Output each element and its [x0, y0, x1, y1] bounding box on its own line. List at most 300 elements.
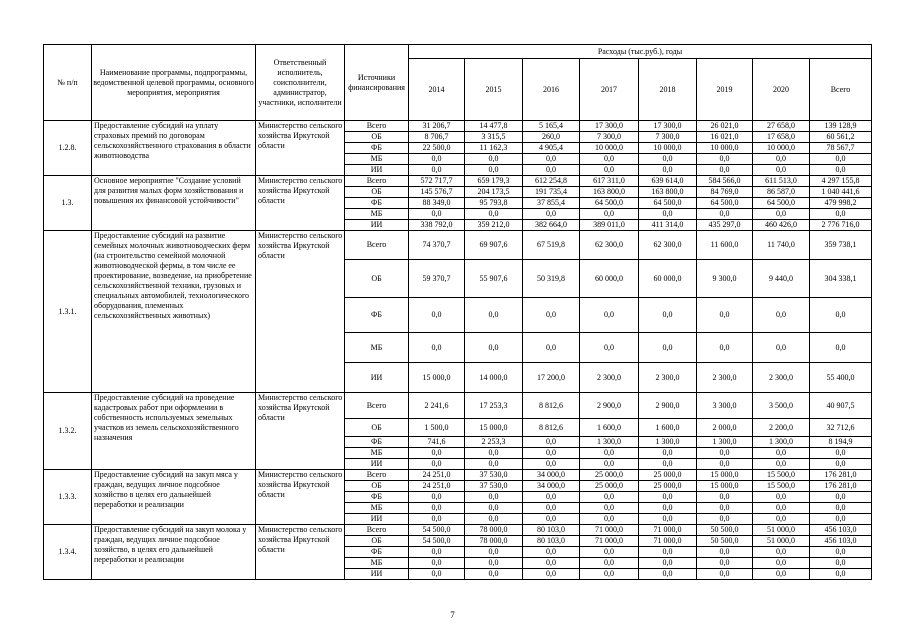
year-value: 4 905,4 [523, 143, 580, 154]
row-number: 1.3. [44, 176, 92, 231]
year-value: 71 000,0 [580, 525, 639, 536]
total-value: 359 738,1 [810, 231, 872, 260]
year-value: 64 500,0 [753, 198, 810, 209]
year-value: 0,0 [580, 298, 639, 333]
year-value: 0,0 [580, 448, 639, 459]
year-value: 2 300,0 [753, 363, 810, 393]
funding-source: ФБ [345, 492, 409, 503]
responsible-executor: Министерство сельского хозяйства Иркутской области [256, 231, 345, 393]
header-year: 2014 [409, 59, 465, 121]
year-value: 54 500,0 [409, 525, 465, 536]
year-value: 741,6 [409, 437, 465, 448]
year-value: 10 000,0 [580, 143, 639, 154]
year-value: 2 000,0 [697, 419, 753, 437]
year-value: 2 253,3 [465, 437, 523, 448]
total-value: 78 567,7 [810, 143, 872, 154]
year-value: 88 349,0 [409, 198, 465, 209]
year-value: 80 103,0 [523, 525, 580, 536]
total-value: 456 103,0 [810, 525, 872, 536]
year-value: 2 900,0 [639, 393, 697, 419]
budget-table-sheet [43, 44, 872, 580]
year-value: 64 500,0 [697, 198, 753, 209]
year-value: 359 212,0 [465, 220, 523, 231]
year-value: 0,0 [465, 165, 523, 176]
year-value: 0,0 [523, 333, 580, 363]
year-value: 572 717,7 [409, 176, 465, 187]
year-value: 2 200,0 [753, 419, 810, 437]
year-value: 0,0 [523, 492, 580, 503]
year-value: 0,0 [697, 503, 753, 514]
total-value: 0,0 [810, 165, 872, 176]
year-value: 0,0 [409, 569, 465, 580]
year-value: 26 021,0 [697, 121, 753, 132]
year-value: 0,0 [580, 558, 639, 569]
year-value: 0,0 [523, 165, 580, 176]
year-value: 2 300,0 [639, 363, 697, 393]
year-value: 2 300,0 [697, 363, 753, 393]
year-value: 0,0 [465, 514, 523, 525]
year-value: 10 000,0 [753, 143, 810, 154]
funding-source: ФБ [345, 298, 409, 333]
year-value: 17 300,0 [580, 121, 639, 132]
year-value: 0,0 [639, 333, 697, 363]
header-source: Источники финансирования [345, 45, 409, 121]
year-value: 1 600,0 [580, 419, 639, 437]
year-value: 0,0 [697, 209, 753, 220]
year-value: 659 179,3 [465, 176, 523, 187]
total-value: 0,0 [810, 448, 872, 459]
year-value: 84 769,0 [697, 187, 753, 198]
total-value: 176 281,0 [810, 481, 872, 492]
year-value: 0,0 [697, 558, 753, 569]
year-value: 2 241,6 [409, 393, 465, 419]
year-value: 0,0 [753, 514, 810, 525]
year-value: 50 500,0 [697, 536, 753, 547]
year-value: 0,0 [523, 459, 580, 470]
year-value: 0,0 [465, 209, 523, 220]
year-value: 34 000,0 [523, 470, 580, 481]
year-value: 1 500,0 [409, 419, 465, 437]
funding-source: ФБ [345, 437, 409, 448]
year-value: 0,0 [639, 492, 697, 503]
year-value: 0,0 [523, 569, 580, 580]
year-value: 14 477,8 [465, 121, 523, 132]
total-value: 0,0 [810, 514, 872, 525]
funding-source: МБ [345, 333, 409, 363]
year-value: 0,0 [580, 209, 639, 220]
year-value: 0,0 [639, 448, 697, 459]
total-value: 40 907,5 [810, 393, 872, 419]
total-value: 456 103,0 [810, 536, 872, 547]
year-value: 59 370,7 [409, 260, 465, 298]
year-value: 17 300,0 [639, 121, 697, 132]
year-value: 37 855,4 [523, 198, 580, 209]
year-value: 50 319,8 [523, 260, 580, 298]
year-value: 0,0 [409, 459, 465, 470]
year-value: 0,0 [523, 209, 580, 220]
year-value: 0,0 [753, 448, 810, 459]
year-value: 1 300,0 [580, 437, 639, 448]
header-total: Всего [810, 59, 872, 121]
funding-source: Всего [345, 393, 409, 419]
funding-source: ФБ [345, 198, 409, 209]
year-value: 0,0 [465, 569, 523, 580]
year-value: 0,0 [639, 209, 697, 220]
year-value: 411 314,0 [639, 220, 697, 231]
year-value: 1 300,0 [697, 437, 753, 448]
year-value: 0,0 [580, 547, 639, 558]
total-value: 60 561,2 [810, 132, 872, 143]
year-value: 0,0 [409, 298, 465, 333]
year-value: 7 300,0 [580, 132, 639, 143]
row-number: 1.3.1. [44, 231, 92, 393]
year-value: 0,0 [580, 165, 639, 176]
year-value: 0,0 [697, 154, 753, 165]
year-value: 460 426,0 [753, 220, 810, 231]
year-value: 0,0 [580, 154, 639, 165]
year-value: 0,0 [580, 333, 639, 363]
year-value: 584 566,0 [697, 176, 753, 187]
responsible-executor: Министерство сельского хозяйства Иркутской области [256, 176, 345, 231]
year-value: 0,0 [409, 547, 465, 558]
year-value: 0,0 [580, 503, 639, 514]
year-value: 0,0 [465, 448, 523, 459]
funding-source: ИИ [345, 220, 409, 231]
year-value: 0,0 [523, 514, 580, 525]
header-year: 2017 [580, 59, 639, 121]
year-value: 0,0 [639, 459, 697, 470]
table-row [44, 470, 872, 481]
year-value: 0,0 [465, 459, 523, 470]
total-value: 4 297 155,8 [810, 176, 872, 187]
funding-source: МБ [345, 448, 409, 459]
year-value: 74 370,7 [409, 231, 465, 260]
funding-source: ИИ [345, 569, 409, 580]
year-value: 25 000,0 [639, 470, 697, 481]
year-value: 0,0 [753, 154, 810, 165]
total-value: 0,0 [810, 569, 872, 580]
year-value: 0,0 [465, 333, 523, 363]
year-value: 62 300,0 [580, 231, 639, 260]
year-value: 15 500,0 [753, 470, 810, 481]
total-value: 0,0 [810, 547, 872, 558]
year-value: 7 300,0 [639, 132, 697, 143]
year-value: 50 500,0 [697, 525, 753, 536]
header-num: № п/п [44, 45, 92, 121]
total-value: 0,0 [810, 459, 872, 470]
year-value: 0,0 [523, 558, 580, 569]
year-value: 8 706,7 [409, 132, 465, 143]
year-value: 78 000,0 [465, 525, 523, 536]
year-value: 0,0 [639, 154, 697, 165]
year-value: 69 907,6 [465, 231, 523, 260]
year-value: 0,0 [639, 165, 697, 176]
year-value: 34 000,0 [523, 481, 580, 492]
responsible-executor: Министерство сельского хозяйства Иркутской области [256, 393, 345, 470]
row-number: 1.2.8. [44, 121, 92, 176]
year-value: 0,0 [697, 547, 753, 558]
year-value: 0,0 [465, 558, 523, 569]
year-value: 191 735,4 [523, 187, 580, 198]
year-value: 0,0 [409, 514, 465, 525]
header-name: Наименование программы, подпрограммы, ведомственной целевой программы, основного мероприятия, мероприятия [92, 45, 256, 121]
year-value: 0,0 [639, 503, 697, 514]
year-value: 17 200,0 [523, 363, 580, 393]
year-value: 55 907,6 [465, 260, 523, 298]
year-value: 67 519,8 [523, 231, 580, 260]
funding-source: ОБ [345, 419, 409, 437]
row-number: 1.3.2. [44, 393, 92, 470]
year-value: 639 614,0 [639, 176, 697, 187]
header-year: 2018 [639, 59, 697, 121]
year-value: 0,0 [523, 448, 580, 459]
year-value: 0,0 [465, 503, 523, 514]
year-value: 14 000,0 [465, 363, 523, 393]
year-value: 8 812,6 [523, 393, 580, 419]
table-row [44, 121, 872, 132]
year-value: 3 315,5 [465, 132, 523, 143]
year-value: 15 500,0 [753, 481, 810, 492]
year-value: 24 251,0 [409, 470, 465, 481]
year-value: 0,0 [639, 514, 697, 525]
year-value: 1 600,0 [639, 419, 697, 437]
year-value: 25 000,0 [580, 470, 639, 481]
year-value: 3 500,0 [753, 393, 810, 419]
year-value: 163 800,0 [639, 187, 697, 198]
year-value: 64 500,0 [580, 198, 639, 209]
year-value: 15 000,0 [409, 363, 465, 393]
funding-source: МБ [345, 558, 409, 569]
total-value: 0,0 [810, 154, 872, 165]
measure-name: Предоставление субсидий на уплату страховых премий по договорам сельскохозяйственного страхования в области животноводства [92, 121, 256, 176]
funding-source: ОБ [345, 132, 409, 143]
funding-source: Всего [345, 176, 409, 187]
measure-name: Предоставление субсидий на закуп мяса у граждан, ведущих личное подсобное хозяйство в целях его дальнейшей переработки и реализации [92, 470, 256, 525]
funding-source: Всего [345, 525, 409, 536]
header-year: 2015 [465, 59, 523, 121]
budget-table [43, 44, 872, 580]
year-value: 0,0 [639, 558, 697, 569]
year-value: 382 664,0 [523, 220, 580, 231]
year-value: 0,0 [753, 569, 810, 580]
year-value: 0,0 [753, 459, 810, 470]
header-responsible: Ответственный исполнитель, соисполнители, администратор, участники, исполнители [256, 45, 345, 121]
total-value: 55 400,0 [810, 363, 872, 393]
year-value: 17 253,3 [465, 393, 523, 419]
year-value: 86 587,0 [753, 187, 810, 198]
year-value: 0,0 [753, 298, 810, 333]
funding-source: ФБ [345, 143, 409, 154]
year-value: 25 000,0 [639, 481, 697, 492]
year-value: 80 103,0 [523, 536, 580, 547]
year-value: 0,0 [523, 437, 580, 448]
row-number: 1.3.3. [44, 470, 92, 525]
year-value: 60 000,0 [639, 260, 697, 298]
total-value: 0,0 [810, 503, 872, 514]
year-value: 0,0 [639, 569, 697, 580]
measure-name: Предоставление субсидий на закуп молока у граждан, ведущих личное подсобное хозяйство, в целях его дальнейшей переработки и реализации [92, 525, 256, 580]
year-value: 0,0 [753, 547, 810, 558]
header-year: 2020 [753, 59, 810, 121]
total-value: 32 712,6 [810, 419, 872, 437]
responsible-executor: Министерство сельского хозяйства Иркутской области [256, 525, 345, 580]
year-value: 0,0 [753, 503, 810, 514]
year-value: 16 021,0 [697, 132, 753, 143]
total-value: 176 281,0 [810, 470, 872, 481]
table-row [44, 393, 872, 419]
responsible-executor: Министерство сельского хозяйства Иркутской области [256, 121, 345, 176]
header-expenses: Расходы (тыс.руб.), годы [409, 45, 872, 59]
year-value: 2 900,0 [580, 393, 639, 419]
year-value: 0,0 [697, 448, 753, 459]
year-value: 0,0 [409, 448, 465, 459]
year-value: 0,0 [697, 298, 753, 333]
year-value: 78 000,0 [465, 536, 523, 547]
year-value: 617 311,0 [580, 176, 639, 187]
year-value: 51 000,0 [753, 536, 810, 547]
total-value: 2 776 716,0 [810, 220, 872, 231]
funding-source: Всего [345, 121, 409, 132]
year-value: 0,0 [523, 154, 580, 165]
total-value: 0,0 [810, 298, 872, 333]
total-value: 0,0 [810, 558, 872, 569]
year-value: 3 300,0 [697, 393, 753, 419]
total-value: 139 128,9 [810, 121, 872, 132]
year-value: 0,0 [409, 492, 465, 503]
year-value: 0,0 [753, 209, 810, 220]
year-value: 71 000,0 [639, 525, 697, 536]
year-value: 95 793,8 [465, 198, 523, 209]
year-value: 0,0 [580, 569, 639, 580]
year-value: 0,0 [697, 492, 753, 503]
year-value: 0,0 [465, 547, 523, 558]
year-value: 11 600,0 [697, 231, 753, 260]
year-value: 0,0 [580, 514, 639, 525]
year-value: 51 000,0 [753, 525, 810, 536]
year-value: 37 530,0 [465, 481, 523, 492]
year-value: 64 500,0 [639, 198, 697, 209]
total-value: 304 338,1 [810, 260, 872, 298]
funding-source: МБ [345, 209, 409, 220]
year-value: 0,0 [409, 165, 465, 176]
funding-source: Всего [345, 231, 409, 260]
year-value: 27 658,0 [753, 121, 810, 132]
year-value: 54 500,0 [409, 536, 465, 547]
year-value: 10 000,0 [697, 143, 753, 154]
year-value: 31 206,7 [409, 121, 465, 132]
measure-name: Предоставление субсидий на развитие семейных молочных животноводческих ферм (на строительство семейной молочной животноводческой фермы, в том числе ее проектирование, возведение, на приобретение сельскохозяйственной техники, грузовых и специальных автомобилей, технологического оборудования, племенных сельскохозяйственных животных) [92, 231, 256, 393]
header-year: 2019 [697, 59, 753, 121]
funding-source: ОБ [345, 536, 409, 547]
total-value: 479 998,2 [810, 198, 872, 209]
year-value: 0,0 [409, 558, 465, 569]
funding-source: ФБ [345, 547, 409, 558]
total-value: 0,0 [810, 209, 872, 220]
table-row [44, 525, 872, 536]
year-value: 0,0 [465, 154, 523, 165]
year-value: 389 011,0 [580, 220, 639, 231]
year-value: 9 300,0 [697, 260, 753, 298]
header-year: 2016 [523, 59, 580, 121]
year-value: 0,0 [409, 209, 465, 220]
year-value: 17 658,0 [753, 132, 810, 143]
funding-source: ИИ [345, 363, 409, 393]
total-value: 1 040 441,6 [810, 187, 872, 198]
year-value: 9 440,0 [753, 260, 810, 298]
year-value: 0,0 [465, 298, 523, 333]
year-value: 0,0 [697, 569, 753, 580]
year-value: 0,0 [697, 333, 753, 363]
measure-name: Предоставление субсидий на проведение кадастровых работ при оформлении в собственность используемых земельных участков из земель сельскохозяйственного назначения [92, 393, 256, 470]
year-value: 260,0 [523, 132, 580, 143]
funding-source: ОБ [345, 187, 409, 198]
year-value: 25 000,0 [580, 481, 639, 492]
year-value: 22 500,0 [409, 143, 465, 154]
page-number: 7 [450, 610, 455, 620]
year-value: 1 300,0 [753, 437, 810, 448]
year-value: 37 530,0 [465, 470, 523, 481]
year-value: 0,0 [753, 165, 810, 176]
year-value: 0,0 [523, 547, 580, 558]
funding-source: ОБ [345, 481, 409, 492]
year-value: 0,0 [523, 503, 580, 514]
year-value: 24 251,0 [409, 481, 465, 492]
table-row [44, 176, 872, 187]
funding-source: МБ [345, 503, 409, 514]
year-value: 145 576,7 [409, 187, 465, 198]
year-value: 71 000,0 [580, 536, 639, 547]
year-value: 0,0 [753, 492, 810, 503]
responsible-executor: Министерство сельского хозяйства Иркутской области [256, 470, 345, 525]
measure-name: Основное мероприятие "Создание условий для развития малых форм хозяйствования и повышения их финансовой устойчивости" [92, 176, 256, 231]
year-value: 15 000,0 [697, 481, 753, 492]
year-value: 10 000,0 [639, 143, 697, 154]
year-value: 0,0 [639, 298, 697, 333]
year-value: 5 165,4 [523, 121, 580, 132]
year-value: 435 297,0 [697, 220, 753, 231]
total-value: 8 194,9 [810, 437, 872, 448]
year-value: 611 513,0 [753, 176, 810, 187]
year-value: 0,0 [580, 492, 639, 503]
year-value: 163 800,0 [580, 187, 639, 198]
year-value: 1 300,0 [639, 437, 697, 448]
year-value: 11 740,0 [753, 231, 810, 260]
row-number: 1.3.4. [44, 525, 92, 580]
total-value: 0,0 [810, 333, 872, 363]
funding-source: ИИ [345, 514, 409, 525]
year-value: 0,0 [465, 492, 523, 503]
year-value: 11 162,3 [465, 143, 523, 154]
year-value: 0,0 [523, 298, 580, 333]
year-value: 0,0 [639, 547, 697, 558]
year-value: 8 812,6 [523, 419, 580, 437]
year-value: 0,0 [697, 459, 753, 470]
year-value: 0,0 [697, 514, 753, 525]
year-value: 612 254,8 [523, 176, 580, 187]
year-value: 0,0 [409, 503, 465, 514]
year-value: 2 300,0 [580, 363, 639, 393]
year-value: 0,0 [409, 154, 465, 165]
funding-source: ИИ [345, 459, 409, 470]
total-value: 0,0 [810, 492, 872, 503]
year-value: 338 792,0 [409, 220, 465, 231]
funding-source: ОБ [345, 260, 409, 298]
year-value: 0,0 [753, 333, 810, 363]
year-value: 0,0 [409, 333, 465, 363]
year-value: 0,0 [753, 558, 810, 569]
year-value: 0,0 [580, 459, 639, 470]
year-value: 204 173,5 [465, 187, 523, 198]
